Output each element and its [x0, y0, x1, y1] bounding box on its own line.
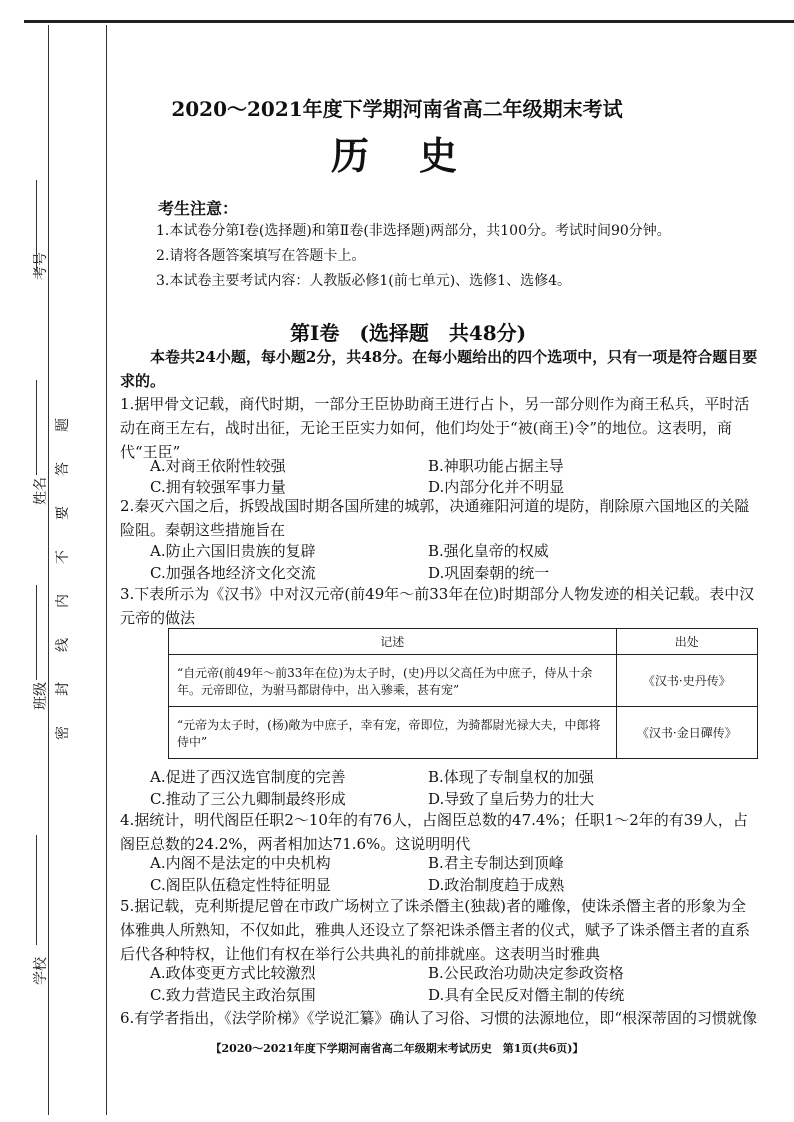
option: C.致力营造民主政治氛围	[150, 986, 316, 1004]
notice-item: 3.本试卷主要考试内容：人教版必修1(前七单元)、选修1、选修4。	[156, 273, 572, 289]
question-stem: 2.秦灭六国之后，拆毁战国时期各国所建的城郭，决通雍阳河道的堤防，削除原六国地区的关隘险阻。秦朝这些措施旨在	[120, 497, 750, 539]
records-table	[168, 628, 758, 759]
exam-no-line	[36, 180, 37, 270]
option: D.内部分化并不明显	[428, 478, 565, 496]
table-row	[169, 655, 758, 707]
question-stem: 4.据统计，明代阁臣任职2～10年的有76人，占阁臣总数的47.4%；任职1～2年的有39人，占阁臣总数的24.2%，两者相加达71.6%。这说明明代	[120, 811, 748, 853]
table-cell: “元帝为太子时，(杨)敞为中庶子，幸有宠，帝即位，为骑都尉光禄大夫，中郎将侍中”	[169, 707, 617, 759]
page-footer: 【2020～2021年度下学期河南省高二年级期末考试历史 第1页(共6页)】	[210, 1042, 584, 1055]
option: A.内阁不是法定的中央机构	[150, 854, 331, 872]
notice-item: 1.本试卷分第Ⅰ卷(选择题)和第Ⅱ卷(非选择题)两部分，共100分。考试时间90分钟。	[156, 223, 671, 239]
table-header-cell: 记述	[169, 629, 617, 655]
table-cell: 《汉书·史丹传》	[616, 655, 757, 707]
option: D.具有全民反对僭主制的传统	[428, 986, 625, 1004]
option: A.防止六国旧贵族的复辟	[150, 542, 316, 560]
question-stem: 6.有学者指出，《法学阶梯》《学说汇纂》确认了习俗、习惯的法源地位，即“根深蒂固的习惯就像	[120, 1009, 757, 1027]
option: B.神职功能占据主导	[428, 457, 564, 475]
top-rule	[24, 20, 794, 23]
option: C.拥有较强军事力量	[150, 478, 286, 496]
class-line	[36, 585, 37, 680]
section-title: 第Ⅰ卷 (选择题 共48分)	[290, 321, 527, 345]
notice-heading: 考生注意：	[158, 199, 239, 218]
name-line	[36, 380, 37, 475]
notice-item: 2.请将各题答案填写在答题卡上。	[156, 248, 366, 264]
school-line	[36, 835, 37, 945]
table-cell: 《汉书·金日磾传》	[616, 707, 757, 759]
class-label: 班级	[33, 682, 49, 710]
option: D.政治制度趋于成熟	[428, 876, 565, 894]
option: A.对商王依附性较强	[150, 457, 286, 475]
option: A.促进了西汉选官制度的完善	[150, 768, 346, 786]
table-cell: “自元帝(前49年～前33年在位)为太子时，(史)丹以父高任为中庶子，侍从十余年。元帝即位，为驸马都尉侍中，出入骖乘，甚有宠”	[169, 655, 617, 707]
school-label: 学校	[33, 957, 49, 985]
option: B.强化皇帝的权威	[428, 542, 549, 560]
table-header-row	[169, 629, 758, 655]
table-header-cell: 出处	[616, 629, 757, 655]
option: C.加强各地经济文化交流	[150, 564, 316, 582]
option: A.政体变更方式比较激烈	[150, 964, 316, 982]
table-row	[169, 707, 758, 759]
question-stem: 5.据记载，克利斯提尼曾在市政广场树立了诛杀僭主(独裁)者的雕像，使诛杀僭主者的形象为全体雅典人所熟知，不仅如此，雅典人还设立了祭祀诛杀僭主者的仪式，赋予了诛杀僭主者的直系后代各种特权，让他们有权在举行公共典礼的前排就座。这表明当时雅典	[120, 897, 751, 963]
binding-line-inner	[106, 25, 107, 1115]
question-stem: 3.下表所示为《汉书》中对汉元帝(前49年～前33年在位)时期部分人物发迹的相关记载。表中汉元帝的做法	[120, 585, 755, 627]
option: C.推动了三公九卿制最终形成	[150, 790, 346, 808]
option: D.巩固秦朝的统一	[428, 564, 550, 582]
exam-no-label: 考号	[33, 252, 49, 280]
option: C.阁臣队伍稳定性特征明显	[150, 876, 331, 894]
binding-line-outer	[48, 25, 49, 1115]
question-stem: 1.据甲骨文记载，商代时期，一部分王臣协助商王进行占卜，另一部分则作为商王私兵，平时活动在商王左右，战时出征，无论王臣实力如何，他们均处于“被(商王)令”的地位。这表明，商代“王臣”	[120, 395, 750, 461]
seal-line-text: 密 封 线 内 不 要 答 题	[55, 410, 71, 740]
exam-title: 2020～2021年度下学期河南省高二年级期末考试	[171, 97, 623, 121]
name-label: 姓名	[33, 477, 49, 505]
subject-title: 历 史	[330, 133, 463, 178]
option: D.导致了皇后势力的壮大	[428, 790, 595, 808]
option: B.体现了专制皇权的加强	[428, 768, 594, 786]
section-intro: 本卷共24小题，每小题2分，共48分。在每小题给出的四个选项中，只有一项是符合题目要求的。	[120, 348, 758, 390]
option: B.公民政治功勋决定参政资格	[428, 964, 624, 982]
option: B.君主专制达到顶峰	[428, 854, 564, 872]
